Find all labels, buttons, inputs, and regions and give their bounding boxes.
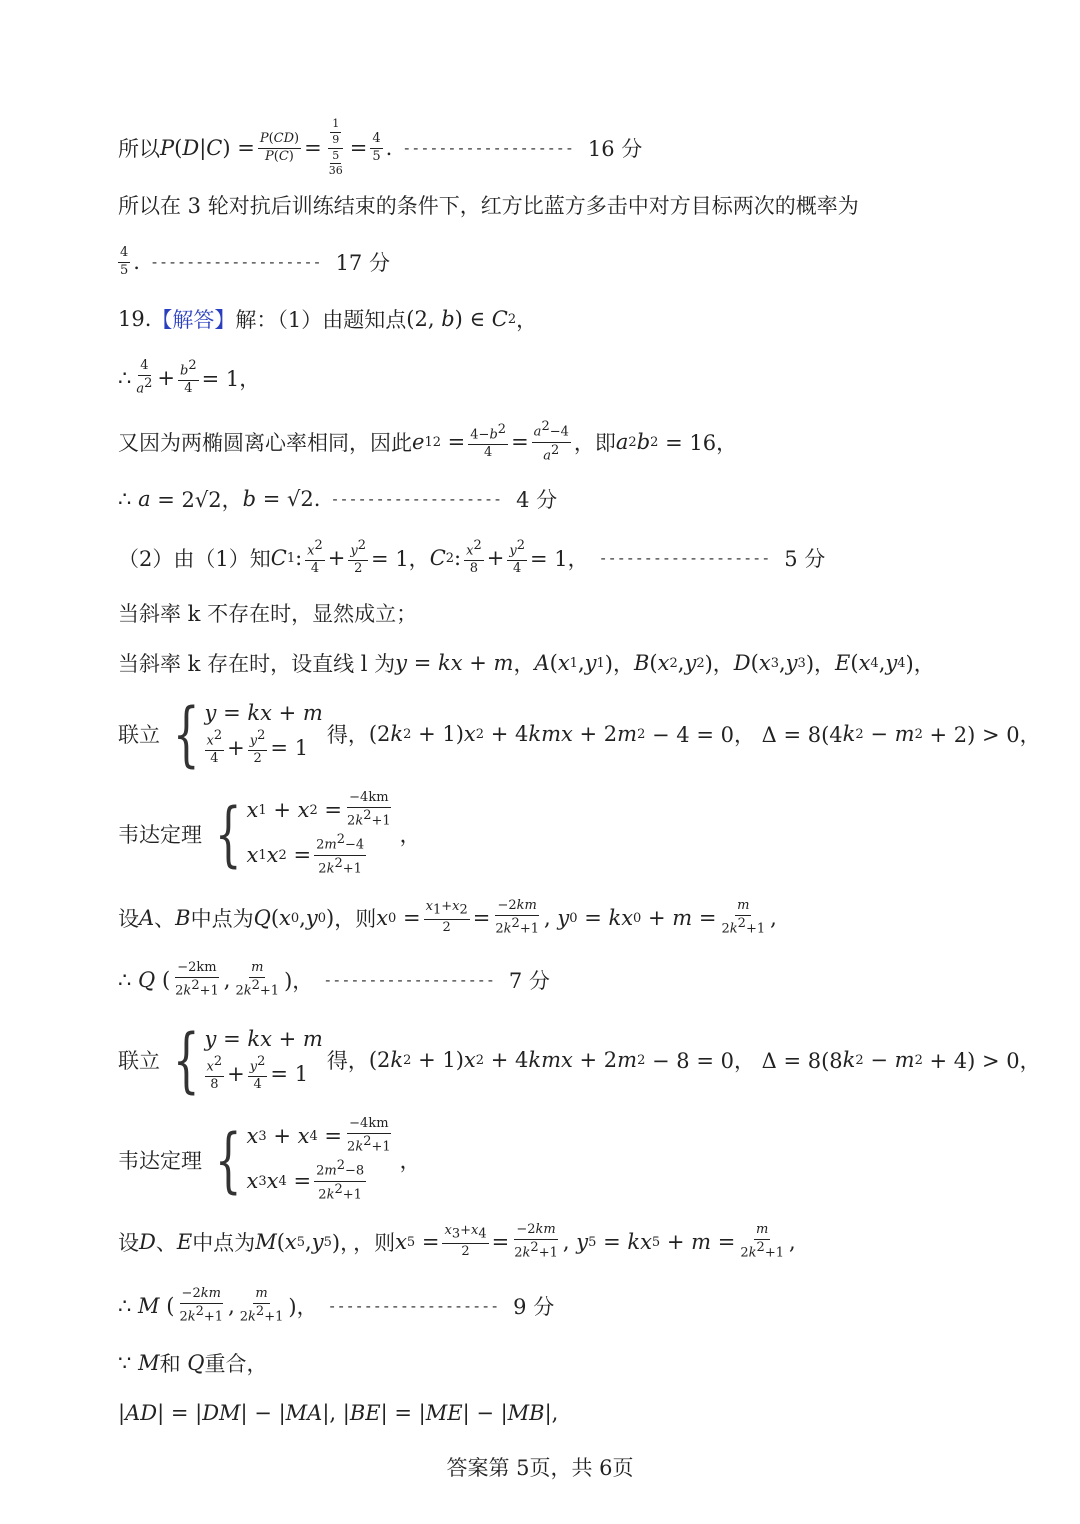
q19-intro: 解：（1）由题知点 (235, 308, 407, 332)
midpoint-m-line: 设 D 、 E 中点为 M ( x 5 , y 5 )， ，则 x 5 = $\frac{x_3+x_4}{2}$ = $\frac{-2km}{2k^2+1}$ , y 5 = kx 5 + m = $\frac{m}{2k^2+1}$ , (118, 1221, 796, 1261)
score-16: 16 分 (587, 137, 643, 161)
distance-line: | AD | = | DM | − | MA |, | BE | = | ME | − | MB |, (118, 1401, 559, 1425)
conclusion-text: 所以在 3 轮对抗后训练结束的条件下，红方比蓝方多击中对方目标两次的概率为 (118, 194, 859, 218)
score-dashes: ------------------- (327, 1297, 500, 1315)
fraction-nested: $\frac{\frac{1}{9}}{\frac{5}{36}}$ (328, 117, 343, 178)
ellipse-equations-line: （2）由（1）知 C 1 : $\frac{x^2}{4}$ + $\frac{y^2}{2}$ = 1， C 2 : $\frac{x^2}{8}$ + $\frac{y^2}{4}$ = 1， ------------------- 5 分 (118, 537, 826, 577)
conclusion-line (118, 188, 1040, 222)
text-vieta: 韦达定理 (118, 1149, 202, 1173)
answer-tag: 【解答】 (151, 308, 236, 332)
coincide-line: ∵ M 和 Q 重合， (118, 1346, 1040, 1380)
result-line: $\frac{4}{5}$ . ------------------- 17 分 (120, 244, 390, 278)
conditional-probability-line: 所以 P ( D | C ) = $\frac{P(CD)}{P(C)}$ = $\frac{\frac{1}{9}}{\frac{5}{36}}$ = $\frac{4}{5}$ . ------------------- 16 分 (118, 117, 643, 178)
score-4: 4 分 (516, 488, 558, 512)
score-dashes: ------------------- (330, 490, 503, 508)
text-midpoint: 中点为 (190, 907, 254, 931)
equation-ellipse-point: ∴ $\frac{4}{a^2}$ + $\frac{b^2}{4}$ = 1， (118, 357, 261, 397)
score-7: 7 分 (508, 969, 550, 993)
part2-intro: （2）由（1）知 (118, 547, 271, 571)
text-vieta: 韦达定理 (118, 823, 202, 847)
therefore-symbol: ∴ (118, 366, 132, 390)
slope-exists-text: 当斜率 k 存在时，设直线 l 为 (118, 652, 396, 676)
text-she: 设 (118, 907, 139, 931)
fraction-4-5-result: $\frac{4}{5}$ (120, 244, 129, 278)
text-lianli: 联立 (118, 723, 160, 747)
question-number: 19. (118, 307, 152, 331)
eccentricity-text: 又因为两椭圆离心率相同，因此 (118, 431, 412, 455)
text-she: 设 (118, 1231, 139, 1255)
score-5: 5 分 (784, 547, 826, 571)
m-coordinates-line: ∴ M ( $\frac{-2km}{2k^2+1}$ , $\frac{m}{2k^2+1}$ )， ------------------- 9 分 (118, 1285, 555, 1325)
because-symbol: ∵ (118, 1351, 132, 1375)
q-coordinates-line: ∴ Q ( $\frac{-2km}{2k^2+1}$ , $\frac{m}{2k^2+1}$ )， ------------------- 7 分 (118, 959, 550, 999)
text-then: ，则 (353, 1231, 396, 1255)
slope-undefined-text: 当斜率 k 不存在时，显然成立； (118, 602, 418, 626)
slope-undefined-line (118, 596, 1040, 630)
vieta-c1: 韦达定理 { x 1 + x 2 = $\frac{-4km}{2k^2+1}$ x 1 x 2 = $\frac{2m^2-4}{2k^2+1}$ ， (118, 790, 421, 876)
score-dashes: ------------------- (149, 253, 322, 271)
score-dashes: ------------------- (402, 139, 574, 157)
score-dashes: ------------------- (323, 971, 495, 989)
eccentricity-line: 又因为两椭圆离心率相同，因此 e 1 2 = $\frac{4-b^2}{4}$ = $\frac{a^2-4}{a^2}$ ，即 a 2 b 2 = 16， (118, 419, 738, 463)
score-dashes: ------------------- (598, 549, 771, 567)
text-so: 所以 (118, 137, 160, 161)
score-9: 9 分 (513, 1295, 555, 1319)
text-de: 得， (326, 1049, 369, 1073)
system-c1: 联立 { y = kx + m $\frac{x^2}{4}$ + $\frac{y^2}{2}$ = 1 得， (2 k 2 + 1) x 2 + 4 kmx + 2 m 2 − 4 = 0， Δ = 8(4 k 2 − m 2 + 2) > 0， (118, 693, 1041, 775)
system-c2: 联立 { y = kx + m $\frac{x^2}{8}$ + $\frac{y^2}{4}$ = 1 得， (2 k 2 + 1) x 2 + 4 kmx + 2 m 2 − 8 = 0， Δ = 8(8 k 2 − m 2 + 4) > 0， (118, 1019, 1041, 1101)
text-de: 得， (326, 723, 369, 747)
score-17: 17 分 (335, 251, 390, 275)
page-footer: 答案第 5页，共 6页 (446, 1456, 634, 1480)
text-midpoint: 中点为 (192, 1231, 256, 1255)
vieta-c2: 韦达定理 { x 3 + x 4 = $\frac{-4km}{2k^2+1}$ x 3 x 4 = $\frac{2m^2-8}{2k^2+1}$ ， (118, 1116, 421, 1202)
fraction-pcd-pc: $\frac{P(CD)}{P(C)}$ (259, 130, 300, 164)
text-then: ，则 (334, 907, 377, 931)
fraction-4-5: $\frac{4}{5}$ (372, 130, 381, 164)
line-setup: 当斜率 k 存在时，设直线 l 为 y = kx + m ， A ( x 1 , y 1 )， B ( x 2 , y 2 )， D ( x 3 , y 3 )， E ( x 4 , y 4 )， (118, 646, 1040, 680)
coincide-text: 重合， (204, 1352, 268, 1376)
ab-values-line: ∴ a = 2√2， b = √2. ------------------- 4 分 (118, 482, 1040, 516)
text-ji: ，即 (573, 431, 616, 455)
midpoint-q-line: 设 A 、 B 中点为 Q ( x 0 , y 0 ) ，则 x 0 = $\frac{x_1+x_2}{2}$ = $\frac{-2km}{2k^2+1}$ , y 0 = kx 0 + m = $\frac{m}{2k^2+1}$ , (118, 897, 777, 937)
therefore-symbol: ∴ (118, 487, 132, 511)
text-lianli: 联立 (118, 1049, 160, 1073)
q19-header-line: 19. 【解答】 解：（1）由题知点 (2, b ) ∈ C 2 ， (118, 302, 1040, 336)
